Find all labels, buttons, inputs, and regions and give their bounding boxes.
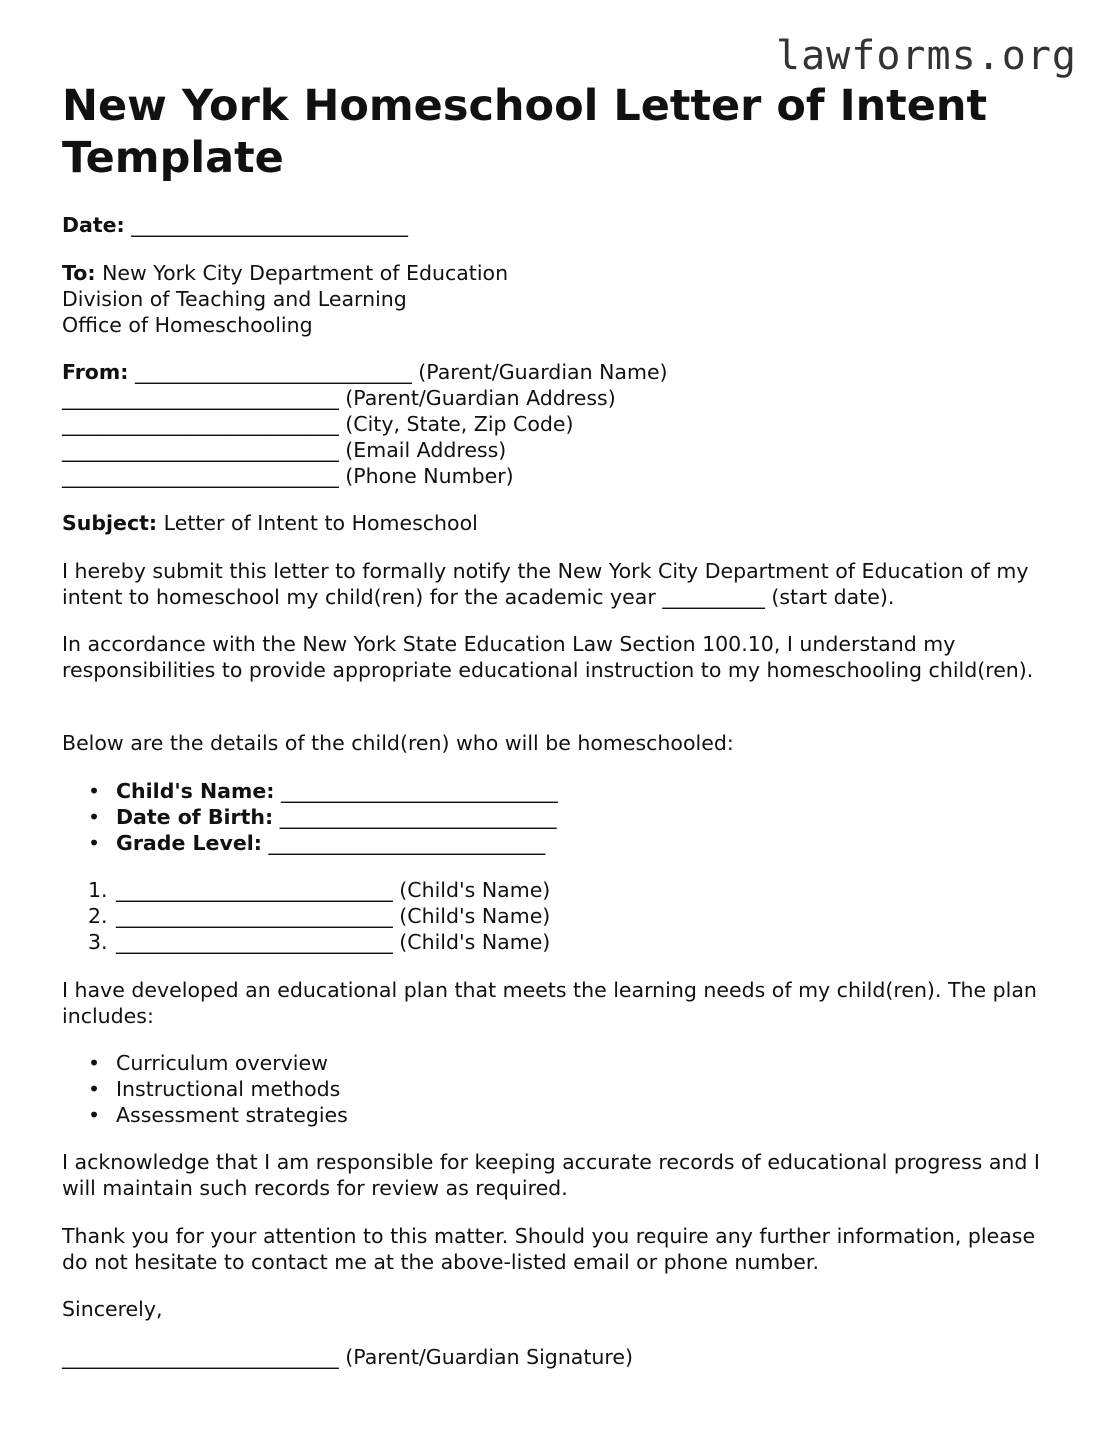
- start-date-blank: __________: [662, 585, 765, 609]
- list-item: [88, 830, 988, 856]
- child-field-label: Date of Birth:: [116, 805, 274, 829]
- document-title: New York Homeschool Letter of Intent Template: [62, 81, 988, 183]
- child-blank: ___________________________: [116, 878, 393, 902]
- plan-items-list: [88, 1050, 988, 1128]
- child-fields-list: [88, 778, 988, 856]
- list-item: [88, 877, 988, 903]
- subject-text: Letter of Intent to Homeschool: [163, 511, 478, 535]
- to-label: To:: [62, 261, 96, 285]
- from-block: [62, 359, 1062, 489]
- list-item: • Instructional methods: [88, 1076, 988, 1102]
- paragraph-plan: I have developed an educational plan that meets the learning needs of my child(ren). The plan includes:: [62, 978, 1037, 1028]
- from-blank-5: ___________________________: [62, 464, 339, 488]
- list-number: 1.: [88, 878, 108, 902]
- from-blank-2: ___________________________: [62, 386, 339, 410]
- to-block: [62, 260, 1062, 338]
- paragraph-thanks: Thank you for your attention to this matter. Should you require any further information, please do not hesitate to contact me at the above-listed email or phone number.: [62, 1224, 1036, 1274]
- to-line-2: Division of Teaching and Learning: [62, 287, 407, 311]
- list-item: [88, 929, 988, 955]
- watermark: lawforms.org: [776, 33, 1077, 79]
- subject-line: [62, 510, 1062, 536]
- child-blank: ___________________________: [116, 930, 393, 954]
- paragraph-law: In accordance with the New York State Education Law Section 100.10, I understand my responsibilities to provide appropriate educational instruction to my homeschooling child(ren).: [62, 632, 1034, 682]
- paragraph-details: Below are the details of the child(ren) who will be homeschooled:: [62, 731, 734, 755]
- child-blank: ___________________________: [116, 904, 393, 928]
- from-line-5: [62, 463, 1062, 489]
- from-blank-4: ___________________________: [62, 438, 339, 462]
- signature-line: [62, 1344, 1062, 1370]
- list-number: 3.: [88, 930, 108, 954]
- date-line: [62, 212, 1062, 238]
- from-blank-3: ___________________________: [62, 412, 339, 436]
- to-line-1-text: New York City Department of Education: [102, 261, 509, 285]
- child-field-label: Grade Level:: [116, 831, 262, 855]
- list-item: • Curriculum overview: [88, 1050, 988, 1076]
- child-field-blank: ___________________________: [268, 831, 546, 855]
- child-note: (Child's Name): [399, 878, 551, 902]
- list-item: • Assessment strategies: [88, 1102, 988, 1128]
- child-field-blank: ___________________________: [280, 779, 558, 803]
- to-line-3: Office of Homeschooling: [62, 313, 313, 337]
- closing: Sincerely,: [62, 1297, 163, 1321]
- start-date-note: (start date).: [771, 585, 895, 609]
- from-line-1: [62, 359, 1062, 385]
- from-note-5: (Phone Number): [345, 464, 514, 488]
- list-item: [88, 804, 988, 830]
- child-note: (Child's Name): [399, 930, 551, 954]
- child-note: (Child's Name): [399, 904, 551, 928]
- from-line-4: [62, 437, 1062, 463]
- paragraph-intent: [62, 558, 1062, 610]
- from-blank-1: ___________________________: [134, 360, 412, 384]
- from-label: From:: [62, 360, 129, 384]
- signature-blank: ___________________________: [62, 1345, 339, 1369]
- signature-note: (Parent/Guardian Signature): [345, 1345, 633, 1369]
- from-note-2: (Parent/Guardian Address): [345, 386, 616, 410]
- subject-label: Subject:: [62, 511, 158, 535]
- from-line-3: [62, 411, 1062, 437]
- list-item: [88, 903, 988, 929]
- list-item: [88, 778, 988, 804]
- child-field-blank: ___________________________: [279, 805, 557, 829]
- paragraph-records: I acknowledge that I am responsible for keeping accurate records of educational progress and I will maintain such records for review as required.: [62, 1150, 1040, 1200]
- children-list: [88, 877, 988, 955]
- from-note-1: (Parent/Guardian Name): [418, 360, 668, 384]
- child-field-label: Child's Name:: [116, 779, 275, 803]
- from-line-2: [62, 385, 1062, 411]
- list-number: 2.: [88, 904, 108, 928]
- date-blank: ___________________________: [131, 213, 409, 237]
- date-label: Date:: [62, 213, 125, 237]
- paragraph-intent-text: I hereby submit this letter to formally notify the New York City Department of Education of my intent to homeschool my child(ren) for the academic year: [62, 559, 1029, 609]
- from-note-4: (Email Address): [345, 438, 507, 462]
- from-note-3: (City, State, Zip Code): [345, 412, 574, 436]
- to-line-1: [62, 260, 1062, 286]
